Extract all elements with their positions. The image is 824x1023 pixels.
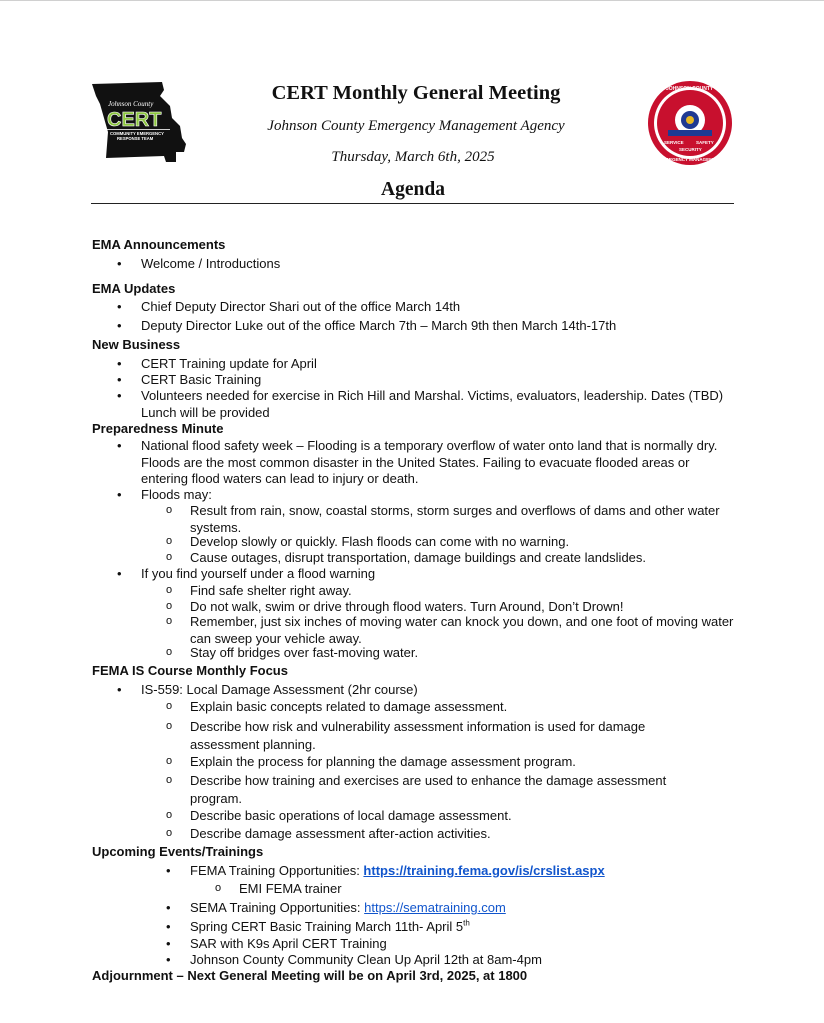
meeting-date: Thursday, March 6th, 2025: [331, 149, 495, 165]
svg-text:Johnson County: Johnson County: [108, 100, 154, 108]
list-item: • CERT Basic Training: [141, 372, 741, 389]
section-heading-ema-announcements: EMA Announcements: [92, 237, 226, 252]
spring-training-text: Spring CERT Basic Training March 11th- April 5: [190, 919, 464, 934]
spring-training-suffix: th: [463, 918, 470, 928]
list-item: • Floods may:: [141, 487, 741, 504]
svg-text:COMMUNITY EMERGENCY: COMMUNITY EMERGENCY: [110, 131, 164, 136]
sub-list-item: o Find safe shelter right away.: [190, 583, 738, 600]
svg-text:RESPONSE TEAM: RESPONSE TEAM: [117, 136, 154, 141]
sub-list-item: o Describe basic operations of local damage assessment.: [190, 808, 738, 825]
svg-text:EMERGENCY MANAGEMENT: EMERGENCY MANAGEMENT: [659, 157, 722, 162]
sub-list-item: o Describe how risk and vulnerability assessment information is used for damage assessment planning.: [190, 718, 700, 754]
list-item: • If you find yourself under a flood warning: [141, 566, 741, 583]
list-item: • CERT Training update for April: [141, 356, 741, 373]
page-title: CERT Monthly General Meeting: [271, 82, 561, 104]
sema-training-link[interactable]: https://sematraining.com: [364, 900, 506, 915]
agency-name: Johnson County Emergency Management Agency: [267, 118, 565, 134]
section-heading-upcoming: Upcoming Events/Trainings: [92, 844, 264, 859]
sub-list-item: o Describe how training and exercises are used to enhance the damage assessment program.: [190, 772, 710, 808]
ema-seal-logo: [644, 80, 736, 166]
section-heading-ema-updates: EMA Updates: [92, 281, 176, 296]
list-item: • IS-559: Local Damage Assessment (2hr course): [141, 682, 741, 699]
sub-list-item: o Explain basic concepts related to damage assessment.: [190, 699, 738, 716]
section-heading-preparedness: Preparedness Minute: [92, 421, 224, 436]
list-item: • Chief Deputy Director Shari out of the office March 14th: [141, 299, 741, 316]
fema-training-link[interactable]: https://training.fema.gov/is/crslist.aspx: [363, 863, 605, 878]
sema-training-label: SEMA Training Opportunities:: [190, 900, 365, 915]
section-heading-new-business: New Business: [92, 337, 181, 352]
svg-text:CERT: CERT: [107, 109, 162, 131]
svg-text:SECURITY: SECURITY: [679, 147, 702, 152]
sub-list-item: o Stay off bridges over fast-moving water.: [190, 645, 738, 662]
header-divider: [91, 203, 734, 204]
list-item: [190, 900, 750, 917]
sub-list-item: o Result from rain, snow, coastal storms, storm surges and overflows of dams and other water systems.: [190, 503, 730, 536]
list-item: • Johnson County Community Clean Up April 12th at 8am-4pm: [190, 952, 750, 969]
list-item: • National flood safety week – Flooding is a temporary overflow of water onto land that is normally dry. Floods are the most common disaster in the United States. Failing to evacuate flooded areas or entering flood waters can lead to injury or death.: [141, 438, 739, 488]
list-item: • Deputy Director Luke out of the office March 7th – March 9th then March 14th-17th: [141, 318, 741, 335]
sub-list-item: o EMI FEMA trainer: [239, 881, 342, 898]
sub-list-item: o Remember, just six inches of moving water can knock you down, and one foot of moving water can sweep your vehicle away.: [190, 614, 735, 647]
list-item: • SAR with K9s April CERT Training: [190, 936, 750, 953]
sub-list-item: o Do not walk, swim or drive through flood waters. Turn Around, Don’t Drown!: [190, 599, 738, 616]
svg-text:JOHNSON COUNTY: JOHNSON COUNTY: [666, 86, 714, 92]
list-item: [190, 919, 750, 936]
svg-text:SERVICE: SERVICE: [664, 140, 684, 145]
agenda-heading: Agenda: [381, 179, 445, 200]
sub-list-item: o Develop slowly or quickly. Flash floods can come with no warning.: [190, 534, 738, 551]
section-heading-fema-focus: FEMA IS Course Monthly Focus: [92, 663, 288, 678]
sub-list-item: o Cause outages, disrupt transportation, damage buildings and create landslides.: [190, 550, 738, 567]
list-item: [190, 863, 750, 880]
document-header: [0, 0, 824, 210]
adjournment-line: Adjournment – Next General Meeting will be on April 3rd, 2025, at 1800: [92, 968, 528, 983]
fema-training-label: FEMA Training Opportunities:: [190, 863, 364, 878]
sub-list-item: o Explain the process for planning the damage assessment program.: [190, 754, 738, 771]
list-item: • Welcome / Introductions: [141, 256, 741, 273]
list-item: • Volunteers needed for exercise in Rich Hill and Marshal. Victims, evaluators, leadership. Dates (TBD) Lunch will be provided: [141, 388, 731, 421]
sub-list-item: o Describe damage assessment after-action activities.: [190, 826, 738, 843]
svg-text:SAFETY: SAFETY: [696, 140, 714, 145]
